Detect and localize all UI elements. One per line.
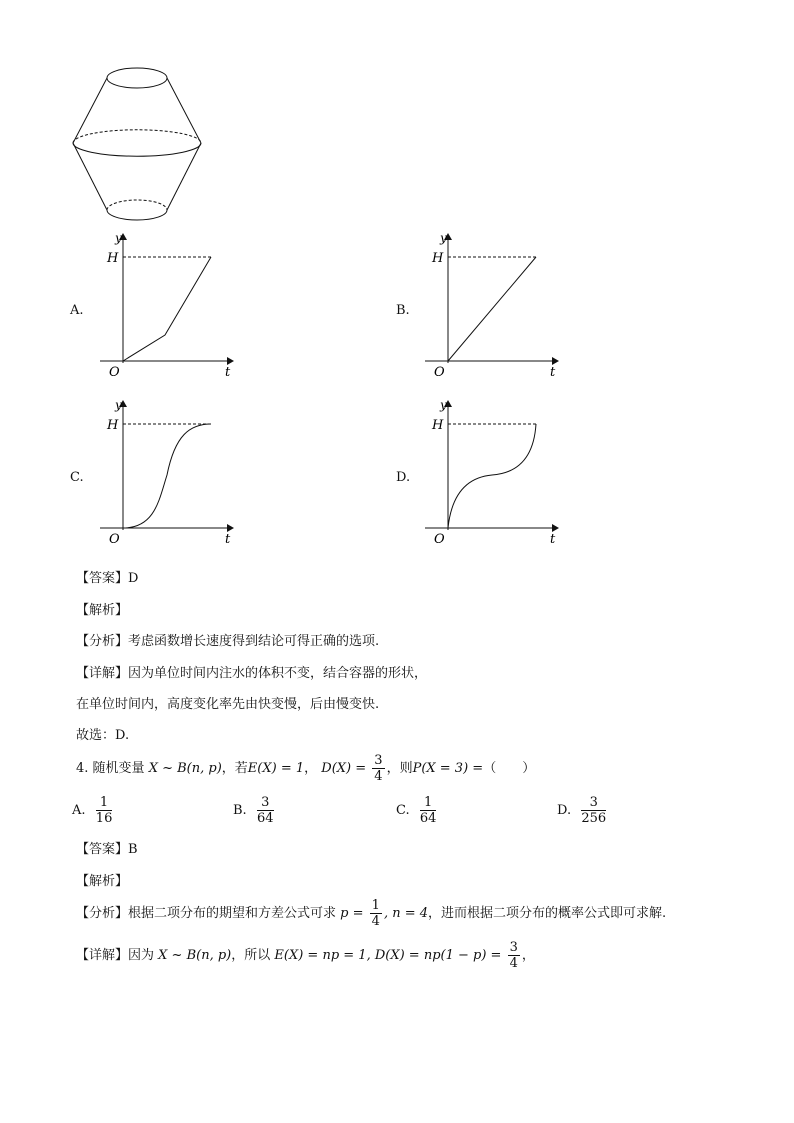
option-a-label: A. (70, 303, 84, 318)
origin-label: O (109, 532, 120, 547)
t-axis-label: t (550, 532, 556, 547)
q3-conclusion: 故选：D. (76, 728, 130, 743)
option-b-label: B. (396, 303, 410, 318)
q4-option-c: C. $\frac{1}{64}$ (396, 795, 437, 826)
y-axis-label: y (115, 231, 122, 245)
option-c-label: C. (70, 470, 84, 485)
q4-fenxi: 【分析】根据二项分布的期望和方差公式可求 p = $\frac{1}{4}$ , n = 4，进而根据二项分布的概率公式即可求解. (76, 898, 667, 929)
q4-stem: 4. 随机变量 X ~ B(n, p)，若E(X) = 1， D(X) = $\frac{3}{4}$ ，则P(X = 3) =（ ） (76, 753, 536, 784)
q3-jiexi: 【解析】 (76, 603, 129, 618)
q4-option-d: D. $\frac{3}{256}$ (557, 795, 607, 826)
y-axis-label: y (440, 398, 447, 412)
graph-d (420, 395, 570, 550)
q4-option-a: A. $\frac{1}{16}$ (72, 795, 113, 826)
graph-a (95, 228, 245, 383)
option-d-label: D. (396, 470, 411, 485)
q4-jiexi: 【解析】 (76, 874, 129, 889)
h-label: H (107, 418, 119, 433)
y-axis-label: y (440, 231, 447, 245)
graph-c (95, 395, 245, 550)
q3-xiangjie-2: 在单位时间内，高度变化率先由快变慢，后由慢变快. (76, 697, 380, 712)
t-axis-label: t (550, 365, 556, 380)
origin-label: O (109, 365, 120, 380)
h-label: H (107, 251, 119, 266)
container-figure (60, 60, 220, 230)
q4-answer: 【答案】B (76, 842, 138, 857)
q3-xiangjie: 【详解】因为单位时间内注水的体积不变，结合容器的形状， (76, 666, 428, 681)
y-axis-label: y (115, 398, 122, 412)
h-label: H (432, 251, 444, 266)
h-label: H (432, 418, 444, 433)
q4-option-b: B. $\frac{3}{64}$ (233, 795, 274, 826)
q4-dx-fraction: $\frac{3}{4}$ (374, 753, 383, 784)
origin-label: O (434, 532, 445, 547)
t-axis-label: t (225, 532, 231, 547)
origin-label: O (434, 365, 445, 380)
t-axis-label: t (225, 365, 231, 380)
q4-xiangjie: 【详解】因为 X ~ B(n, p)，所以 E(X) = np = 1, D(X) = np(1 − p) = $\frac{3}{4}$ ， (76, 940, 535, 971)
graph-b (420, 228, 570, 383)
q3-fenxi: 【分析】考虑函数增长速度得到结论可得正确的选项. (76, 634, 380, 649)
q3-answer: 【答案】D (76, 571, 139, 586)
